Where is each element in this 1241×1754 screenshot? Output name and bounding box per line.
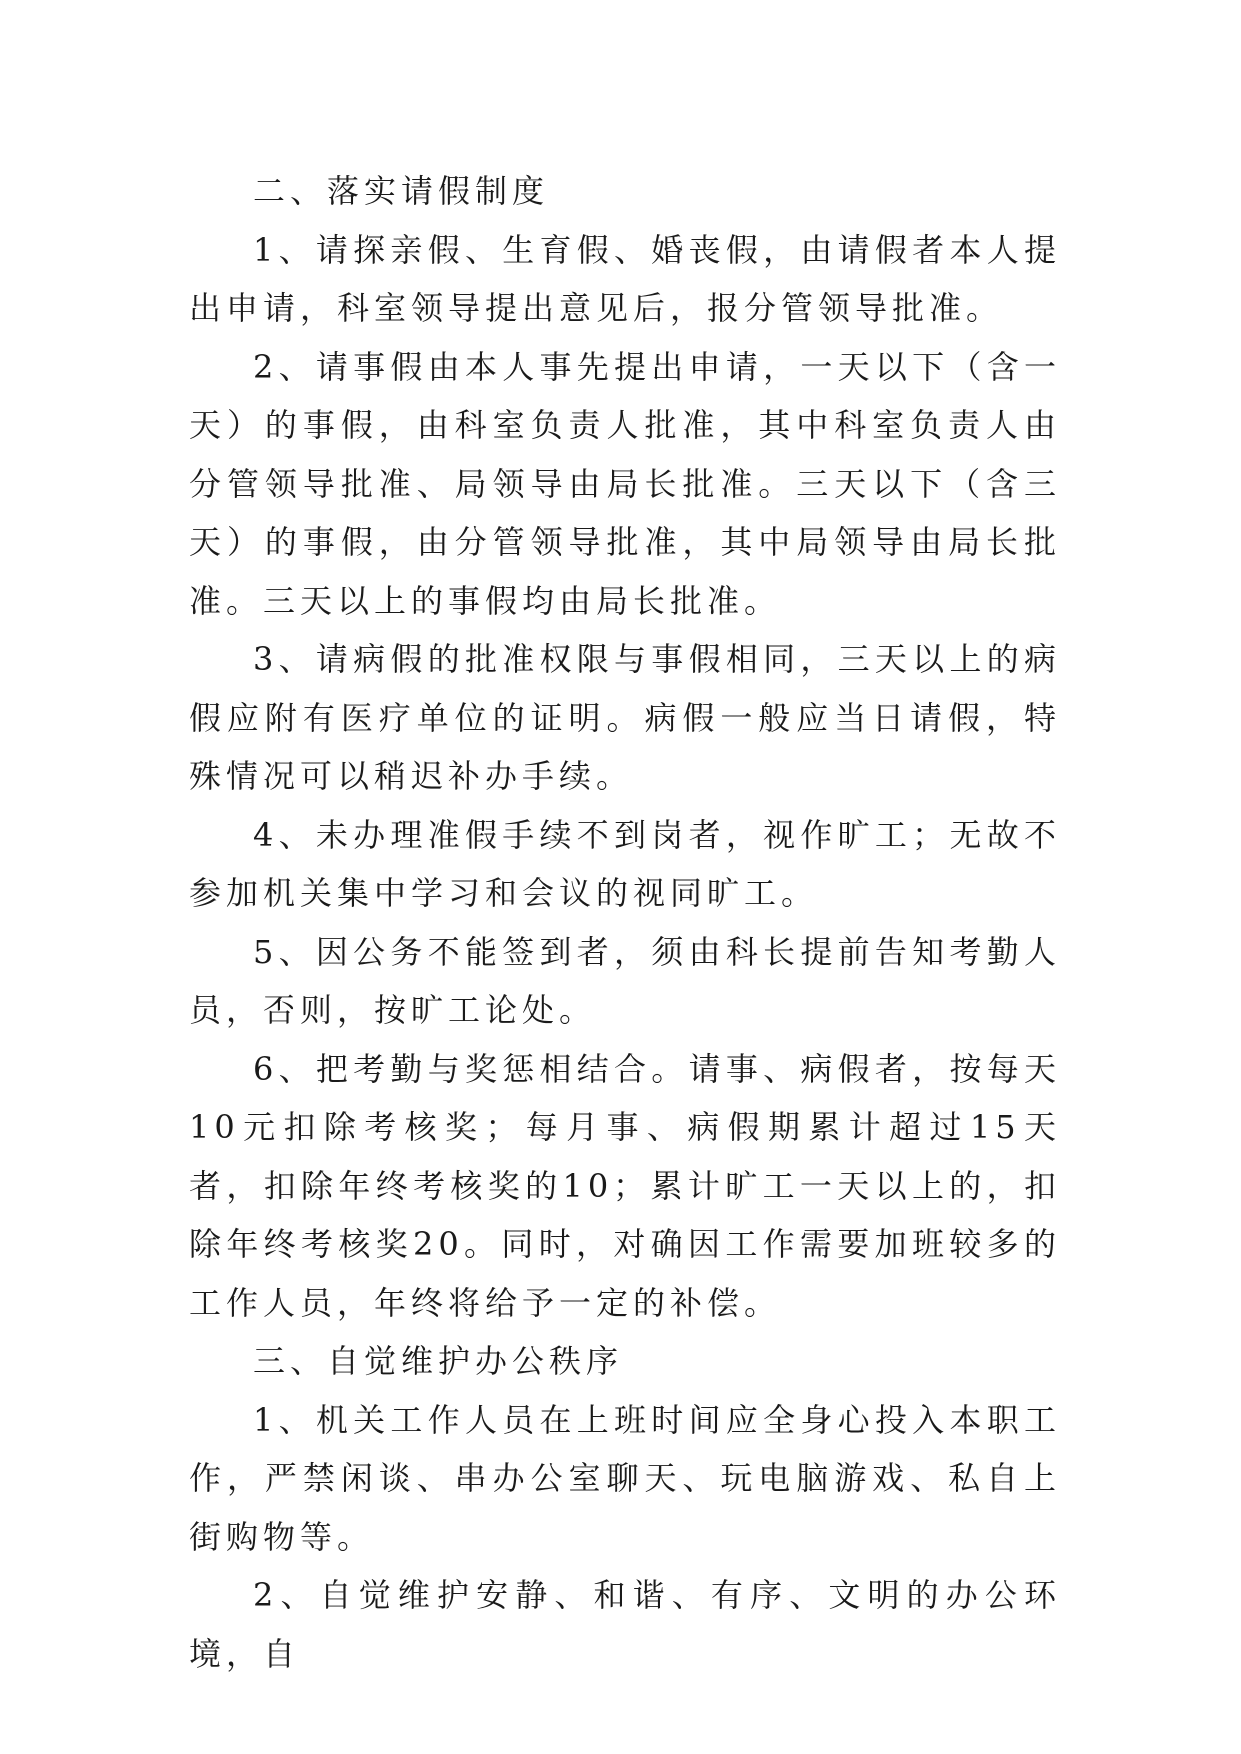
paragraph-item-3: 3、请病假的批准权限与事假相同，三天以上的病假应附有医疗单位的证明。病假一般应当日请假，特殊情况可以稍迟补办手续。 [189,640,1061,795]
section-heading-leave-system: 二、落实请假制度 [253,172,550,210]
paragraph-order-item-1: 1、机关工作人员在上班时间应全身心投入本职工作，严禁闲谈、串办公室聊天、玩电脑游戏、私自上街购物等。 [189,1400,1061,1556]
paragraph-item-6: 6、把考勤与奖惩相结合。请事、病假者，按每天10元扣除考核奖；每月事、病假期累计超过15天者，扣除年终考核奖的10；累计旷工一天以上的，扣除年终考核奖20。同时，对确因工作需要加班较多的工作人员，年终将给予一定的补偿。 [189,1049,1061,1322]
paragraph-order-item-2: 2、自觉维护安静、和谐、有序、文明的办公环境，自 [189,1576,1061,1673]
paragraph-item-2: 2、请事假由本人事先提出申请，一天以下（含一天）的事假，由科室负责人批准，其中科室负责人由分管领导批准、局领导由局长批准。三天以下（含三天）的事假，由分管领导批准，其中局领导由局长批准。三天以上的事假均由局长批准。 [189,347,1061,620]
paragraph-item-4: 4、未办理准假手续不到岗者，视作旷工；无故不参加机关集中学习和会议的视同旷工。 [189,815,1061,912]
document-body [189,162,1061,1683]
paragraph-item-5: 5、因公务不能签到者，须由科长提前告知考勤人员，否则，按旷工论处。 [189,932,1061,1029]
paragraph-item-1: 1、请探亲假、生育假、婚丧假，由请假者本人提出申请，科室领导提出意见后，报分管领导批准。 [189,230,1061,327]
section-heading-office-order: 三、自觉维护办公秩序 [253,1342,624,1380]
